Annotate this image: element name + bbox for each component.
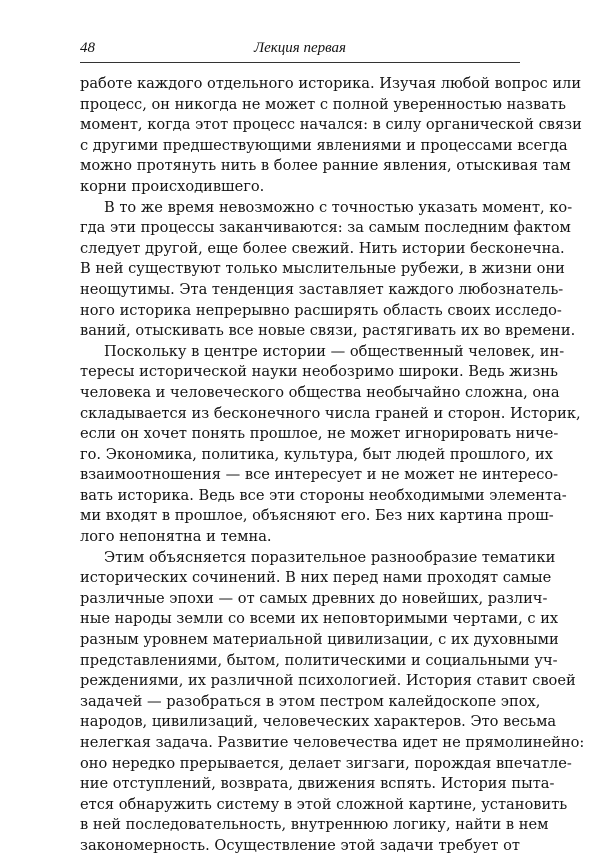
text-line: Поскольку в центре истории — общественный человек, ин- [104, 342, 565, 360]
text-line: ные народы земли со всеми их неповторимыми чертами, с их [80, 610, 559, 628]
text-line: реждениями, их различной психологией. История ставит своей [80, 672, 576, 690]
text-line: корни происходившего. [80, 177, 265, 195]
text-line: складывается из бесконечного числа граней и сторон. Историк, [80, 404, 581, 422]
text-line: оно нередко прерывается, делает зигзаги, порождая впечатле- [80, 754, 572, 772]
text-line: В ней существуют только мыслительные рубежи, в жизни они [80, 260, 565, 278]
text-line: Этим объясняется поразительное разнообразие тематики [104, 548, 556, 566]
text-line: гда эти процессы заканчиваются: за самым последним фактом [80, 219, 571, 237]
page-number: 48 [80, 40, 95, 56]
text-line: в ней последовательность, внутреннюю логику, найти в нем [80, 816, 549, 834]
text-line: ваний, отыскивать все новые связи, растягивать их во времени. [80, 322, 576, 340]
text-line: неощутимы. Эта тенденция заставляет каждого любознатель- [80, 280, 564, 298]
text-line: нелегкая задача. Развитие человечества идет не прямолинейно: [80, 734, 585, 751]
text-line: В то же время невозможно с точностью указать момент, ко- [104, 198, 573, 216]
text-line: тересы исторической науки необозримо широки. Ведь жизнь [80, 363, 558, 381]
text-line: если он хочет понять прошлое, не может игнорировать ниче- [80, 425, 559, 443]
text-line: вать историка. Ведь все эти стороны необходимыми элемента- [80, 486, 567, 504]
text-line: ется обнаружить систему в этой сложной картине, установить [80, 795, 568, 813]
page-header [80, 40, 520, 63]
text-line: народов, цивилизаций, человеческих характеров. Это весьма [80, 713, 557, 731]
running-title: Лекция первая [253, 40, 347, 56]
text-line: момент, когда этот процесс начался: в силу органической связи [80, 116, 582, 134]
paragraph [80, 342, 581, 548]
text-line: можно протянуть нить в более ранние явления, отыскивая там [80, 157, 571, 175]
text-line: го. Экономика, политика, культура, быт людей прошлого, их [80, 445, 554, 463]
text-line: закономерность. Осуществление этой задачи требует от [80, 836, 520, 854]
text-line: различные эпохи — от самых древних до новейших, различ- [80, 589, 548, 607]
text-line: взаимоотношения — все интересует и не может не интересо- [80, 466, 559, 484]
text-line: работе каждого отдельного историка. Изучая любой вопрос или [80, 75, 582, 92]
text-line: ми входят в прошлое, объясняют его. Без них картина прош- [80, 507, 554, 525]
text-line: представлениями, бытом, политическими и социальными уч- [80, 651, 558, 669]
text-line: ного историка непрерывно расширять область своих исследо- [80, 301, 562, 319]
paragraph [80, 548, 585, 857]
text-line: следует другой, еще более свежий. Нить истории бесконечна. [80, 239, 565, 257]
paragraph [80, 74, 582, 198]
text-line: задачей — разобраться в этом пестром калейдоскопе эпох, [80, 692, 541, 710]
body-text [80, 74, 585, 857]
text-line: исторических сочинений. В них перед нами проходят самые [80, 569, 552, 587]
text-line: лого непонятна и темна. [80, 528, 272, 546]
text-line: человека и человеческого общества необычайно сложна, она [80, 383, 560, 401]
paragraph [80, 198, 576, 342]
text-line: разным уровнем материальной цивилизации, с их духовными [80, 631, 559, 649]
text-line: ние отступлений, возврата, движения вспять. История пыта- [80, 775, 555, 793]
text-line: процесс, он никогда не может с полной уверенностью назвать [80, 95, 566, 113]
text-line: с другими предшествующими явлениями и процессами всегда [80, 136, 568, 154]
